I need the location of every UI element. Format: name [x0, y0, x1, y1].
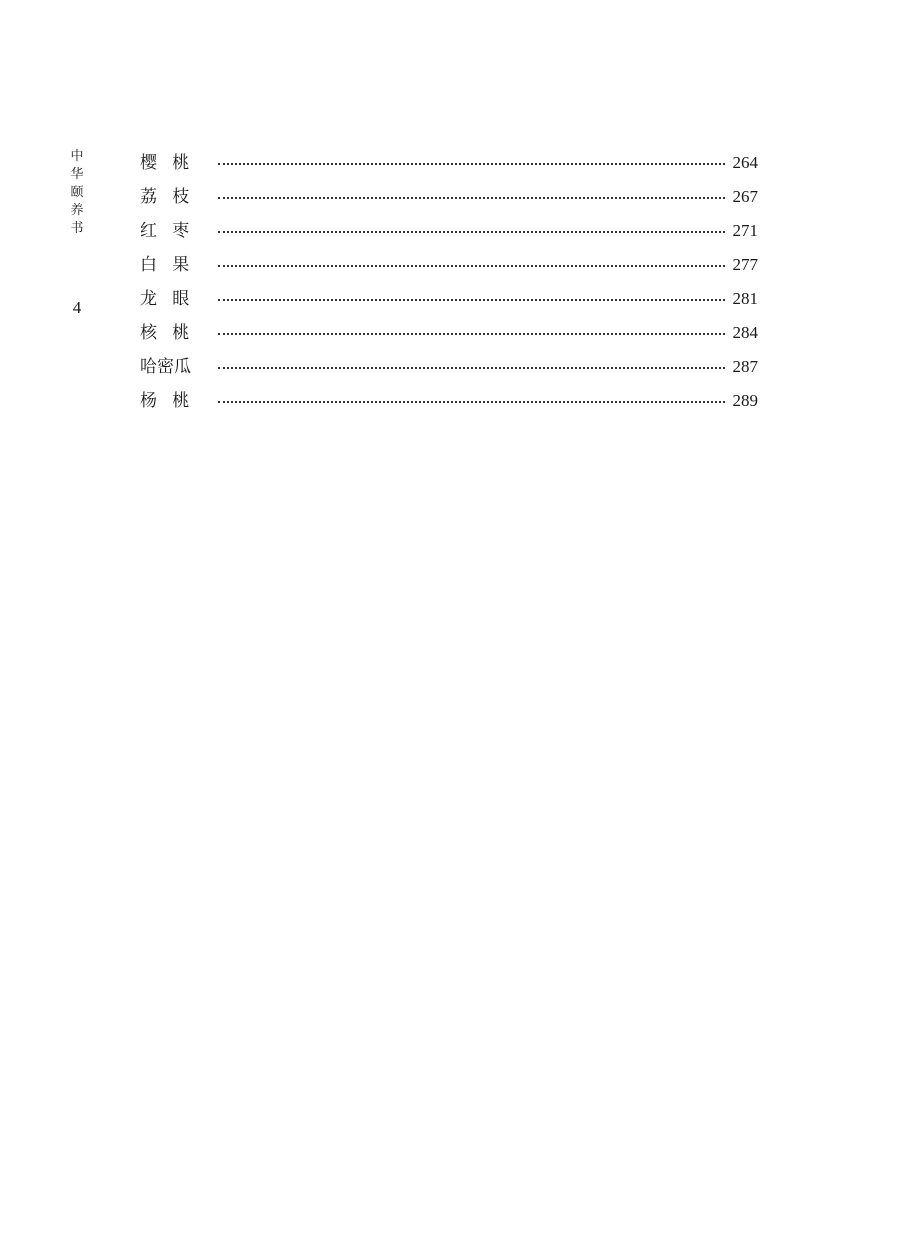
dot-leader	[218, 401, 725, 403]
toc-entry-title: 红枣	[140, 221, 205, 241]
series-title-char: 华	[70, 167, 84, 182]
toc-entry[interactable]	[140, 180, 758, 214]
toc-entry[interactable]	[140, 350, 758, 384]
toc-entry[interactable]	[140, 146, 758, 180]
toc-entry-page: 264	[732, 153, 758, 172]
toc-entry[interactable]	[140, 316, 758, 350]
dot-leader	[218, 299, 725, 301]
toc-entry-title: 白果	[140, 255, 205, 275]
series-title-char: 书	[70, 221, 84, 236]
series-title-char: 养	[70, 203, 84, 218]
toc-entry[interactable]	[140, 282, 758, 316]
table-of-contents	[140, 146, 758, 418]
toc-entry-page: 284	[732, 323, 758, 342]
dot-leader	[218, 231, 725, 233]
toc-entry[interactable]	[140, 214, 758, 248]
toc-entry-page: 281	[732, 289, 758, 308]
toc-entry-title: 杨桃	[140, 391, 205, 411]
book-series-title	[68, 148, 86, 238]
series-title-char: 颐	[70, 185, 84, 200]
page-number: 4	[72, 298, 82, 317]
toc-entry[interactable]	[140, 248, 758, 282]
dot-leader	[218, 367, 725, 369]
toc-entry-title: 哈密瓜	[140, 357, 191, 377]
toc-entry-page: 289	[732, 391, 758, 410]
dot-leader	[218, 163, 725, 165]
toc-entry-page: 267	[732, 187, 758, 206]
toc-entry-page: 287	[732, 357, 758, 376]
series-title-char: 中	[70, 149, 84, 164]
toc-entry[interactable]	[140, 384, 758, 418]
toc-entry-title: 龙眼	[140, 289, 205, 309]
toc-entry-title: 樱桃	[140, 153, 205, 173]
dot-leader	[218, 197, 725, 199]
dot-leader	[218, 265, 725, 267]
toc-entry-title: 核桃	[140, 323, 205, 343]
toc-entry-title: 荔枝	[140, 187, 205, 207]
dot-leader	[218, 333, 725, 335]
toc-entry-page: 277	[732, 255, 758, 274]
toc-entry-page: 271	[732, 221, 758, 240]
